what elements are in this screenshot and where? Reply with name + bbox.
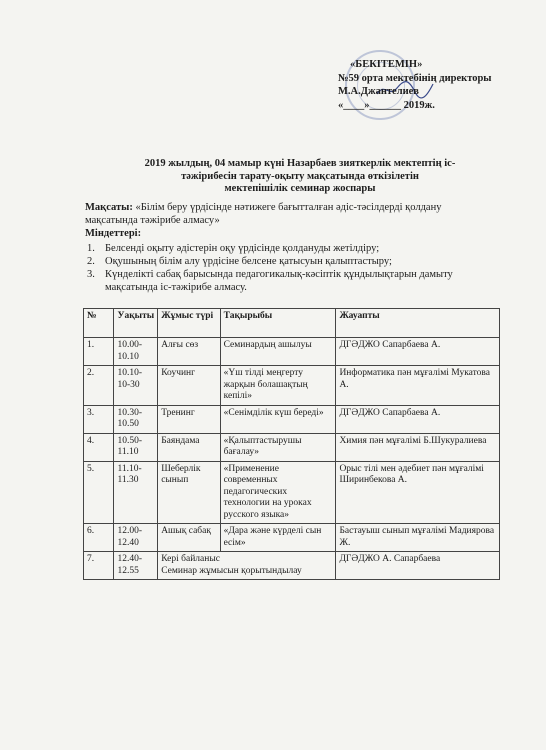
table-header-row bbox=[84, 309, 500, 338]
cell-work-type: Коучинг bbox=[158, 366, 220, 406]
header-topic: Тақырыбы bbox=[220, 309, 336, 338]
cell-topic: «Сенімділік күш береді» bbox=[220, 405, 336, 433]
feedback-line-2: Семинар жұмысын қорытындылау bbox=[161, 565, 302, 576]
cell-topic: «Применение современных педагогических технологии на уроках русского языка» bbox=[220, 461, 336, 524]
approval-heading: «БЕКІТЕМІН» bbox=[350, 59, 423, 70]
cell-responsible: Бастауыш сынып мұғалімі Мадиярова Ж. bbox=[336, 524, 500, 552]
approval-name: М.А.Джантелиев bbox=[338, 86, 419, 97]
task-item bbox=[85, 255, 505, 268]
cell-number: 5. bbox=[84, 461, 114, 524]
table-row bbox=[84, 524, 500, 552]
cell-topic: «Қалыптастырушы бағалау» bbox=[220, 433, 336, 461]
table-row bbox=[84, 461, 500, 524]
tasks-heading: Міндеттері: bbox=[85, 228, 142, 239]
cell-responsible: ДГӘДЖО А. Сапарбаева bbox=[336, 552, 500, 580]
goal-paragraph bbox=[85, 201, 495, 227]
cell-responsible: ДГӘДЖО Сапарбаева А. bbox=[336, 338, 500, 366]
seminar-plan-table bbox=[83, 308, 500, 580]
table-row-final bbox=[84, 552, 500, 580]
cell-work-type: Тренинг bbox=[158, 405, 220, 433]
cell-time: 12.40-12.55 bbox=[114, 552, 158, 580]
task-item bbox=[85, 268, 505, 294]
cell-responsible: Орыс тілі мен әдебиет пән мұғалімі Ширинбекова А. bbox=[336, 461, 500, 524]
table-row bbox=[84, 366, 500, 406]
cell-work-type: Баяндама bbox=[158, 433, 220, 461]
title-line-3: мектепішілік семинар жоспары bbox=[224, 183, 376, 194]
cell-time: 12.00-12.40 bbox=[114, 524, 158, 552]
task-text: Оқушының білім алу үрдісіне белсене қатысуын қалыптастыру; bbox=[105, 256, 392, 267]
cell-feedback-merged bbox=[158, 552, 336, 580]
task-number: 1. bbox=[87, 243, 95, 254]
table-row bbox=[84, 405, 500, 433]
cell-time: 10.00-10.10 bbox=[114, 338, 158, 366]
header-time: Уақыты bbox=[114, 309, 158, 338]
cell-responsible: Информатика пән мұғалімі Мукатова А. bbox=[336, 366, 500, 406]
header-responsible: Жауапты bbox=[336, 309, 500, 338]
cell-number: 7. bbox=[84, 552, 114, 580]
table-row bbox=[84, 338, 500, 366]
cell-time: 11.10-11.30 bbox=[114, 461, 158, 524]
cell-number: 4. bbox=[84, 433, 114, 461]
cell-work-type: Шеберлік сынып bbox=[158, 461, 220, 524]
cell-time: 10.10-10-30 bbox=[114, 366, 158, 406]
task-text: Белсенді оқыту әдістерін оқу үрдісінде қолдануды жетілдіру; bbox=[105, 243, 380, 254]
title-line-2: тәжірибесін тарату-оқыту мақсатында өткізілетін bbox=[181, 170, 419, 182]
cell-number: 3. bbox=[84, 405, 114, 433]
approval-director: №59 орта мектебінің директоры bbox=[338, 72, 492, 84]
header-work-type: Жұмыс түрі bbox=[158, 309, 220, 338]
header-number: № bbox=[84, 309, 114, 338]
cell-responsible: Химия пән мұғалімі Б.Шукуралиева bbox=[336, 433, 500, 461]
task-text: Күнделікті сабақ барысында педагогикалық-кәсіптік құндылықтарын дамыту мақсатында іс-тәжірибе алмасу. bbox=[105, 269, 453, 293]
cell-responsible: ДГӘДЖО Сапарбаева А. bbox=[336, 405, 500, 433]
cell-topic: Семинардың ашылуы bbox=[220, 338, 336, 366]
task-number: 3. bbox=[87, 269, 95, 280]
cell-number: 6. bbox=[84, 524, 114, 552]
goal-text: «Білім беру үрдісінде нәтижеге бағытталған әдіс-тәсілдерді қолдану мақсатында тәжірибе алмасу» bbox=[85, 202, 442, 226]
task-item bbox=[85, 242, 505, 255]
cell-time: 10.50-11.10 bbox=[114, 433, 158, 461]
table-row bbox=[84, 433, 500, 461]
cell-work-type: Ашық сабақ bbox=[158, 524, 220, 552]
cell-number: 1. bbox=[84, 338, 114, 366]
cell-topic: «Үш тілді меңгерту жарқын болашақтың кепілі» bbox=[220, 366, 336, 406]
title-line-1: 2019 жылдың, 04 мамыр күні Назарбаев зияткерлік мектептің іс- bbox=[144, 158, 456, 169]
approval-block bbox=[338, 58, 538, 112]
cell-work-type: Алғы сөз bbox=[158, 338, 220, 366]
feedback-line-1: Кері байланыс bbox=[161, 554, 220, 564]
cell-number: 2. bbox=[84, 366, 114, 406]
cell-time: 10.30-10.50 bbox=[114, 405, 158, 433]
cell-topic: «Дара және күрделі сын есім» bbox=[220, 524, 336, 552]
tasks-list bbox=[85, 242, 505, 294]
task-number: 2. bbox=[87, 256, 95, 267]
approval-date: «____»______ 2019ж. bbox=[338, 99, 435, 111]
document-title bbox=[100, 158, 500, 196]
goal-label: Мақсаты: bbox=[85, 202, 133, 213]
